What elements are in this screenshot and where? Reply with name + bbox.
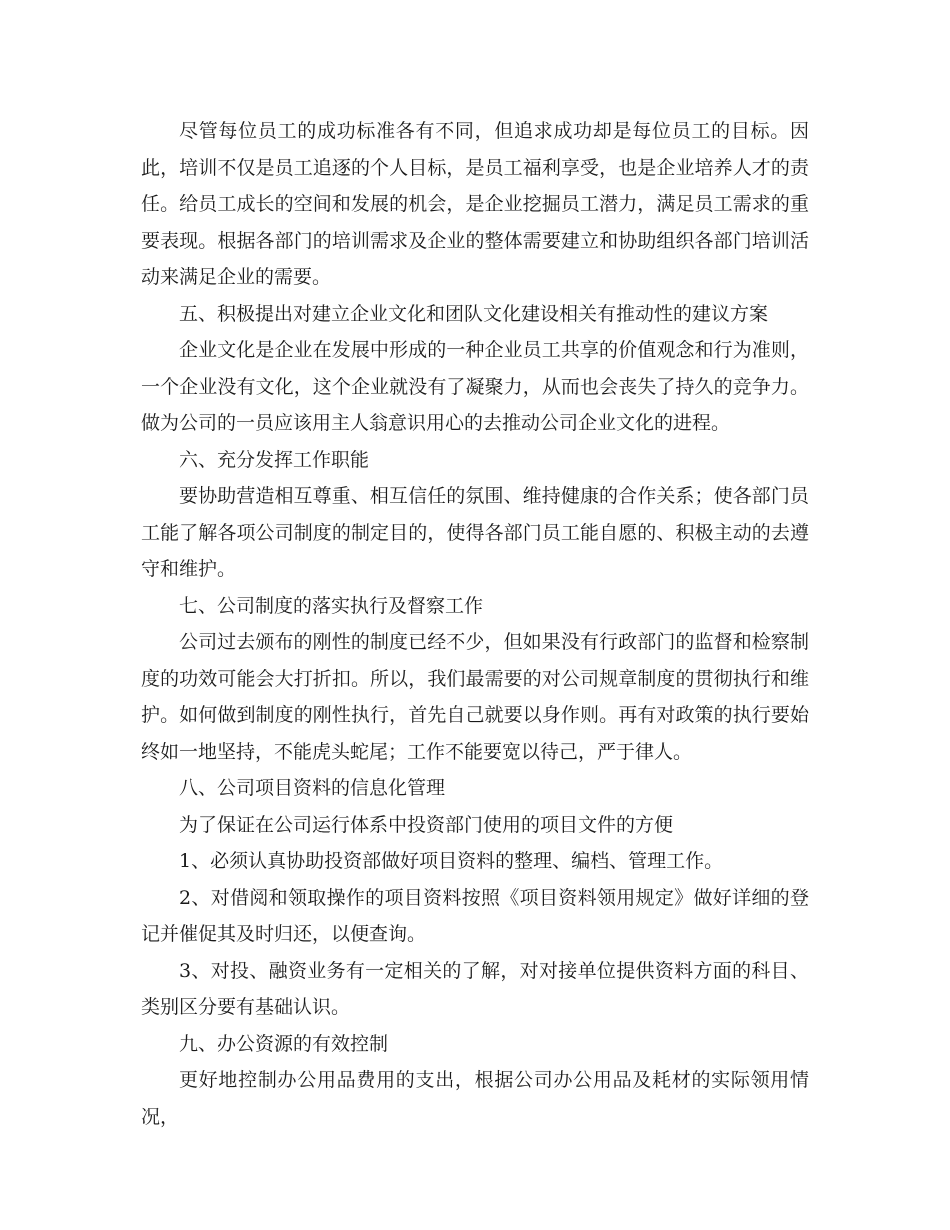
paragraph-training-goals: 尽管每位员工的成功标准各有不同，但追求成功却是每位员工的目标。因此，培训不仅是员工追逐的个人目标，是员工福利享受，也是企业培养人才的责任。给员工成长的空间和发展的机会，是企业挖掘员工潜力，满足员工需求的重要表现。根据各部门的培训需求及企业的整体需要建立和协助组织各部门培训活动来满足企业的需要。 (141, 120, 809, 288)
list-item-2: 2、对借阅和领取操作的项目资料按照《项目资料领用规定》做好详细的登记并催促其及时归还，以便查询。 (141, 886, 809, 945)
heading-section-5: 五、积极提出对建立企业文化和团队文化建设相关有推动性的建议方案 (179, 302, 769, 325)
list-item-3: 3、对投、融资业务有一定相关的了解，对对接单位提供资料方面的科目、类别区分要有基础认识。 (141, 959, 809, 1018)
heading-section-8: 八、公司项目资料的信息化管理 (179, 777, 446, 799)
heading-section-6: 六、充分发挥工作职能 (179, 448, 370, 471)
paragraph-policy-enforcement: 公司过去颁布的刚性的制度已经不少，但如果没有行政部门的监督和检察制度的功效可能会大打折扣。所以，我们最需要的对公司规章制度的贯彻执行和维护。如何做到制度的刚性执行，首先自己就要以身作则。再有对政策的执行要始终如一地坚持，不能虎头蛇尾；工作不能要宽以待己，严于律人。 (141, 631, 809, 763)
paragraph-work-functions: 要协助营造相互尊重、相互信任的氛围、维持健康的合作关系；使各部门员工能了解各项公司制度的制定目的，使得各部门员工能自愿的、积极主动的去遵守和维护。 (141, 485, 809, 580)
paragraph-project-files: 为了保证在公司运行体系中投资部门使用的项目文件的方便 (179, 813, 674, 836)
paragraph-corporate-culture: 企业文化是企业在发展中形成的一种企业员工共享的价值观念和行为准则，一个企业没有文化，这个企业就没有了凝聚力，从而也会丧失了持久的竞争力。做为公司的一员应该用主人翁意识用心的去推动公司企业文化的进程。 (141, 339, 809, 434)
document-body (141, 113, 809, 1135)
heading-section-9: 九、办公资源的有效控制 (179, 1032, 389, 1055)
list-item-1: 1、必须认真协助投资部做好项目资料的整理、编档、管理工作。 (179, 850, 724, 872)
paragraph-office-supplies: 更好地控制办公用品费用的支出，根据公司办公用品及耗材的实际领用情况， (141, 1069, 809, 1128)
heading-section-7: 七、公司制度的落实执行及督察工作 (179, 594, 484, 617)
